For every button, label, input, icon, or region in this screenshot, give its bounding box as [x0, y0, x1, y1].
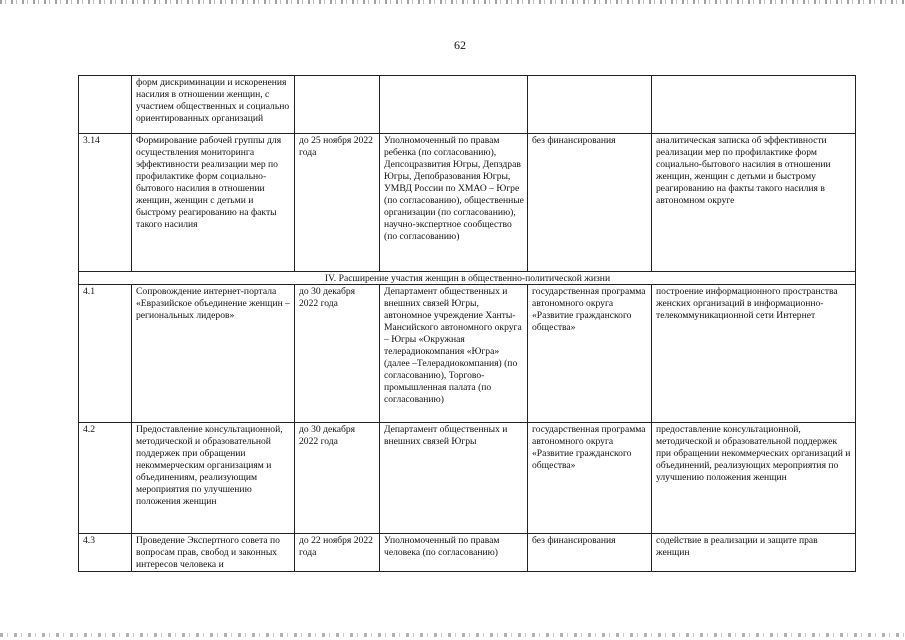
cell-executors — [380, 76, 528, 134]
cell-result — [652, 76, 856, 134]
cell-task: Сопровождение интернет-портала «Евразийское объединение женщин – региональных лидеров» — [132, 285, 295, 423]
cell-task: Предоставление консультационной, методической и образовательной поддержек при обращении некоммерческим организациям и объединениям, реализующим мероприятия по улучшению положения женщин — [132, 423, 295, 534]
cell-task: форм дискриминации и искоренения насилия в отношении женщин, с участием общественных и социально ориентированных организаций — [132, 76, 295, 134]
cell-executors: Департамент общественных и внешних связей Югры, автономное учреждение Ханты-Мансийского автономного округа – Югры «Окружная телерадиокомпания «Югра» (далее –Телерадиокомпания) (по согласованию), Торгово-промышленная палата (по согласованию) — [380, 285, 528, 423]
table-row-4-3 — [79, 534, 856, 572]
cell-deadline: до 30 декабря 2022 года — [295, 285, 380, 423]
cell-funding: без финансирования — [528, 534, 652, 572]
table-row-4-1 — [79, 285, 856, 423]
table-row-3-14 — [79, 134, 856, 272]
cell-executors: Департамент общественных и внешних связей Югры — [380, 423, 528, 534]
cell-task: Формирование рабочей группы для осуществления мониторинга эффективности реализации мер по профилактике форм социально-бытового насилия в отношении женщин, женщин с детьми и быстрому реагированию на факты такого насилия — [132, 134, 295, 272]
table-row-continued — [79, 76, 856, 134]
cell-deadline — [295, 76, 380, 134]
cell-executors: Уполномоченный по правам человека (по согласованию) — [380, 534, 528, 572]
cell-deadline: до 25 ноября 2022 года — [295, 134, 380, 272]
cell-funding: государственная программа автономного округа «Развитие гражданского общества» — [528, 285, 652, 423]
cell-executors: Уполномоченный по правам ребенка (по согласованию), Депсоцразвития Югры, Депздрав Югры, Депобразования Югры, УМВД России по ХМАО – Югре (по согласованию), общественные организации (по согласованию), научно-экспертное сообщество (по согласованию) — [380, 134, 528, 272]
cell-funding — [528, 76, 652, 134]
cell-task: Проведение Экспертного совета по вопросам прав, свобод и законных интересов человека и — [132, 534, 295, 572]
page-number: 62 — [454, 38, 466, 52]
scan-edge-top — [0, 0, 905, 4]
cell-number: 4.2 — [79, 423, 132, 534]
cell-result: построение информационного пространства женских организаций в информационно-телекоммуникационной сети Интернет — [652, 285, 856, 423]
table-row-4-2 — [79, 423, 856, 534]
scan-edge-bottom — [0, 633, 905, 637]
section-heading: IV. Расширение участия женщин в общественно-политической жизни — [79, 272, 856, 285]
cell-number: 4.3 — [79, 534, 132, 572]
section-heading-row — [79, 272, 856, 285]
cell-deadline: до 30 декабря 2022 года — [295, 423, 380, 534]
cell-number: 4.1 — [79, 285, 132, 423]
cell-deadline: до 22 ноября 2022 года — [295, 534, 380, 572]
cell-result: содействие в реализации и защите прав женщин — [652, 534, 856, 572]
cell-funding: государственная программа автономного округа «Развитие гражданского общества» — [528, 423, 652, 534]
cell-number — [79, 76, 132, 134]
cell-number: 3.14 — [79, 134, 132, 272]
action-plan-table — [78, 75, 856, 572]
cell-funding: без финансирования — [528, 134, 652, 272]
cell-result: предоставление консультационной, методической и образовательной поддержек при обращении некоммерческих организаций и объединений, реализующих мероприятия по улучшению положения женщин — [652, 423, 856, 534]
cell-result: аналитическая записка об эффективности реализации мер по профилактике форм социально-бытового насилия в отношении женщин, женщин с детьми и быстрому реагированию на факты такого насилия в автономном округе — [652, 134, 856, 272]
